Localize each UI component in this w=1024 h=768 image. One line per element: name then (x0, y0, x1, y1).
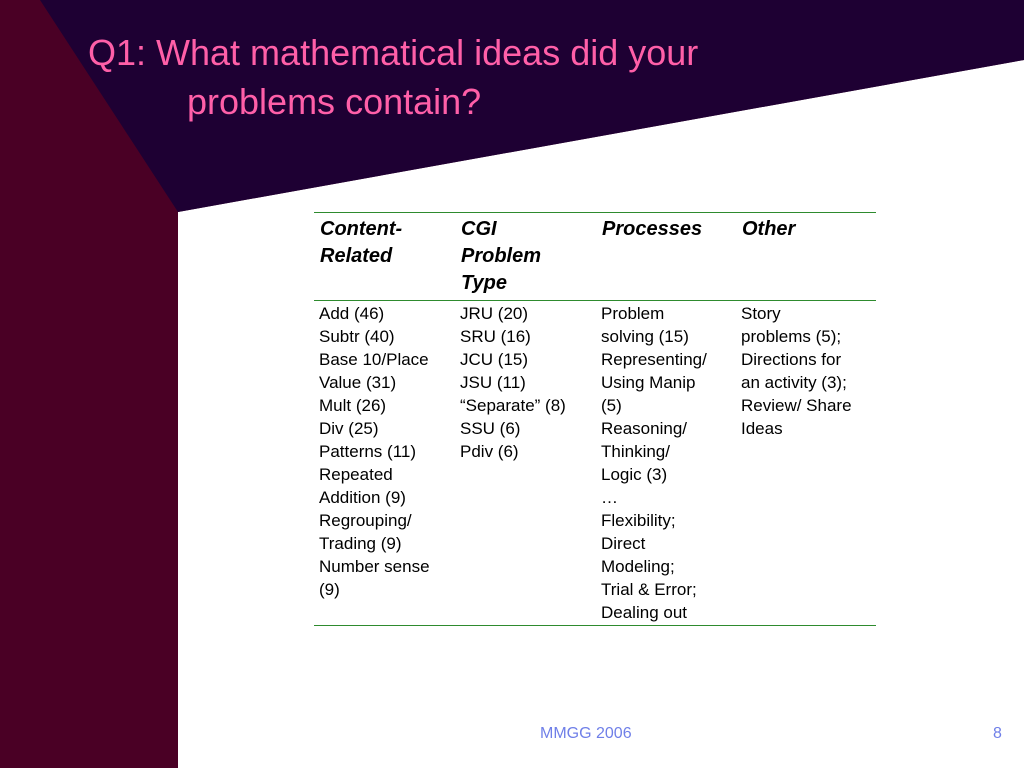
ideas-table (314, 212, 876, 626)
title-line-1: Q1: What mathematical ideas did your (88, 32, 699, 73)
title-line-2: problems contain? (187, 81, 482, 122)
cell-cgi-problem-type: JRU (20) SRU (16) JCU (15) JSU (11) “Separate” (8) SSU (6) Pdiv (6) (455, 301, 596, 626)
header-processes: Processes (596, 213, 736, 301)
slide-title (88, 28, 698, 126)
table-row (314, 301, 876, 626)
header-content-related: Content- Related (314, 213, 455, 301)
cell-processes: Problem solving (15) Representing/ Using Manip (5) Reasoning/ Thinking/ Logic (3) … Flexibility; Direct Modeling; Trial & Error; Dealing out (596, 301, 736, 626)
footer-text: MMGG 2006 (540, 725, 632, 742)
table-header-row (314, 213, 876, 301)
header-other: Other (736, 213, 876, 301)
cell-content-related: Add (46) Subtr (40) Base 10/Place Value (31) Mult (26) Div (25) Patterns (11) Repeated Addition (9) Regrouping/ Trading (9) Number sense (9) (314, 301, 455, 626)
cell-other: Story problems (5); Directions for an activity (3); Review/ Share Ideas (736, 301, 876, 626)
page-number: 8 (993, 725, 1002, 742)
header-cgi-problem-type: CGI Problem Type (455, 213, 596, 301)
